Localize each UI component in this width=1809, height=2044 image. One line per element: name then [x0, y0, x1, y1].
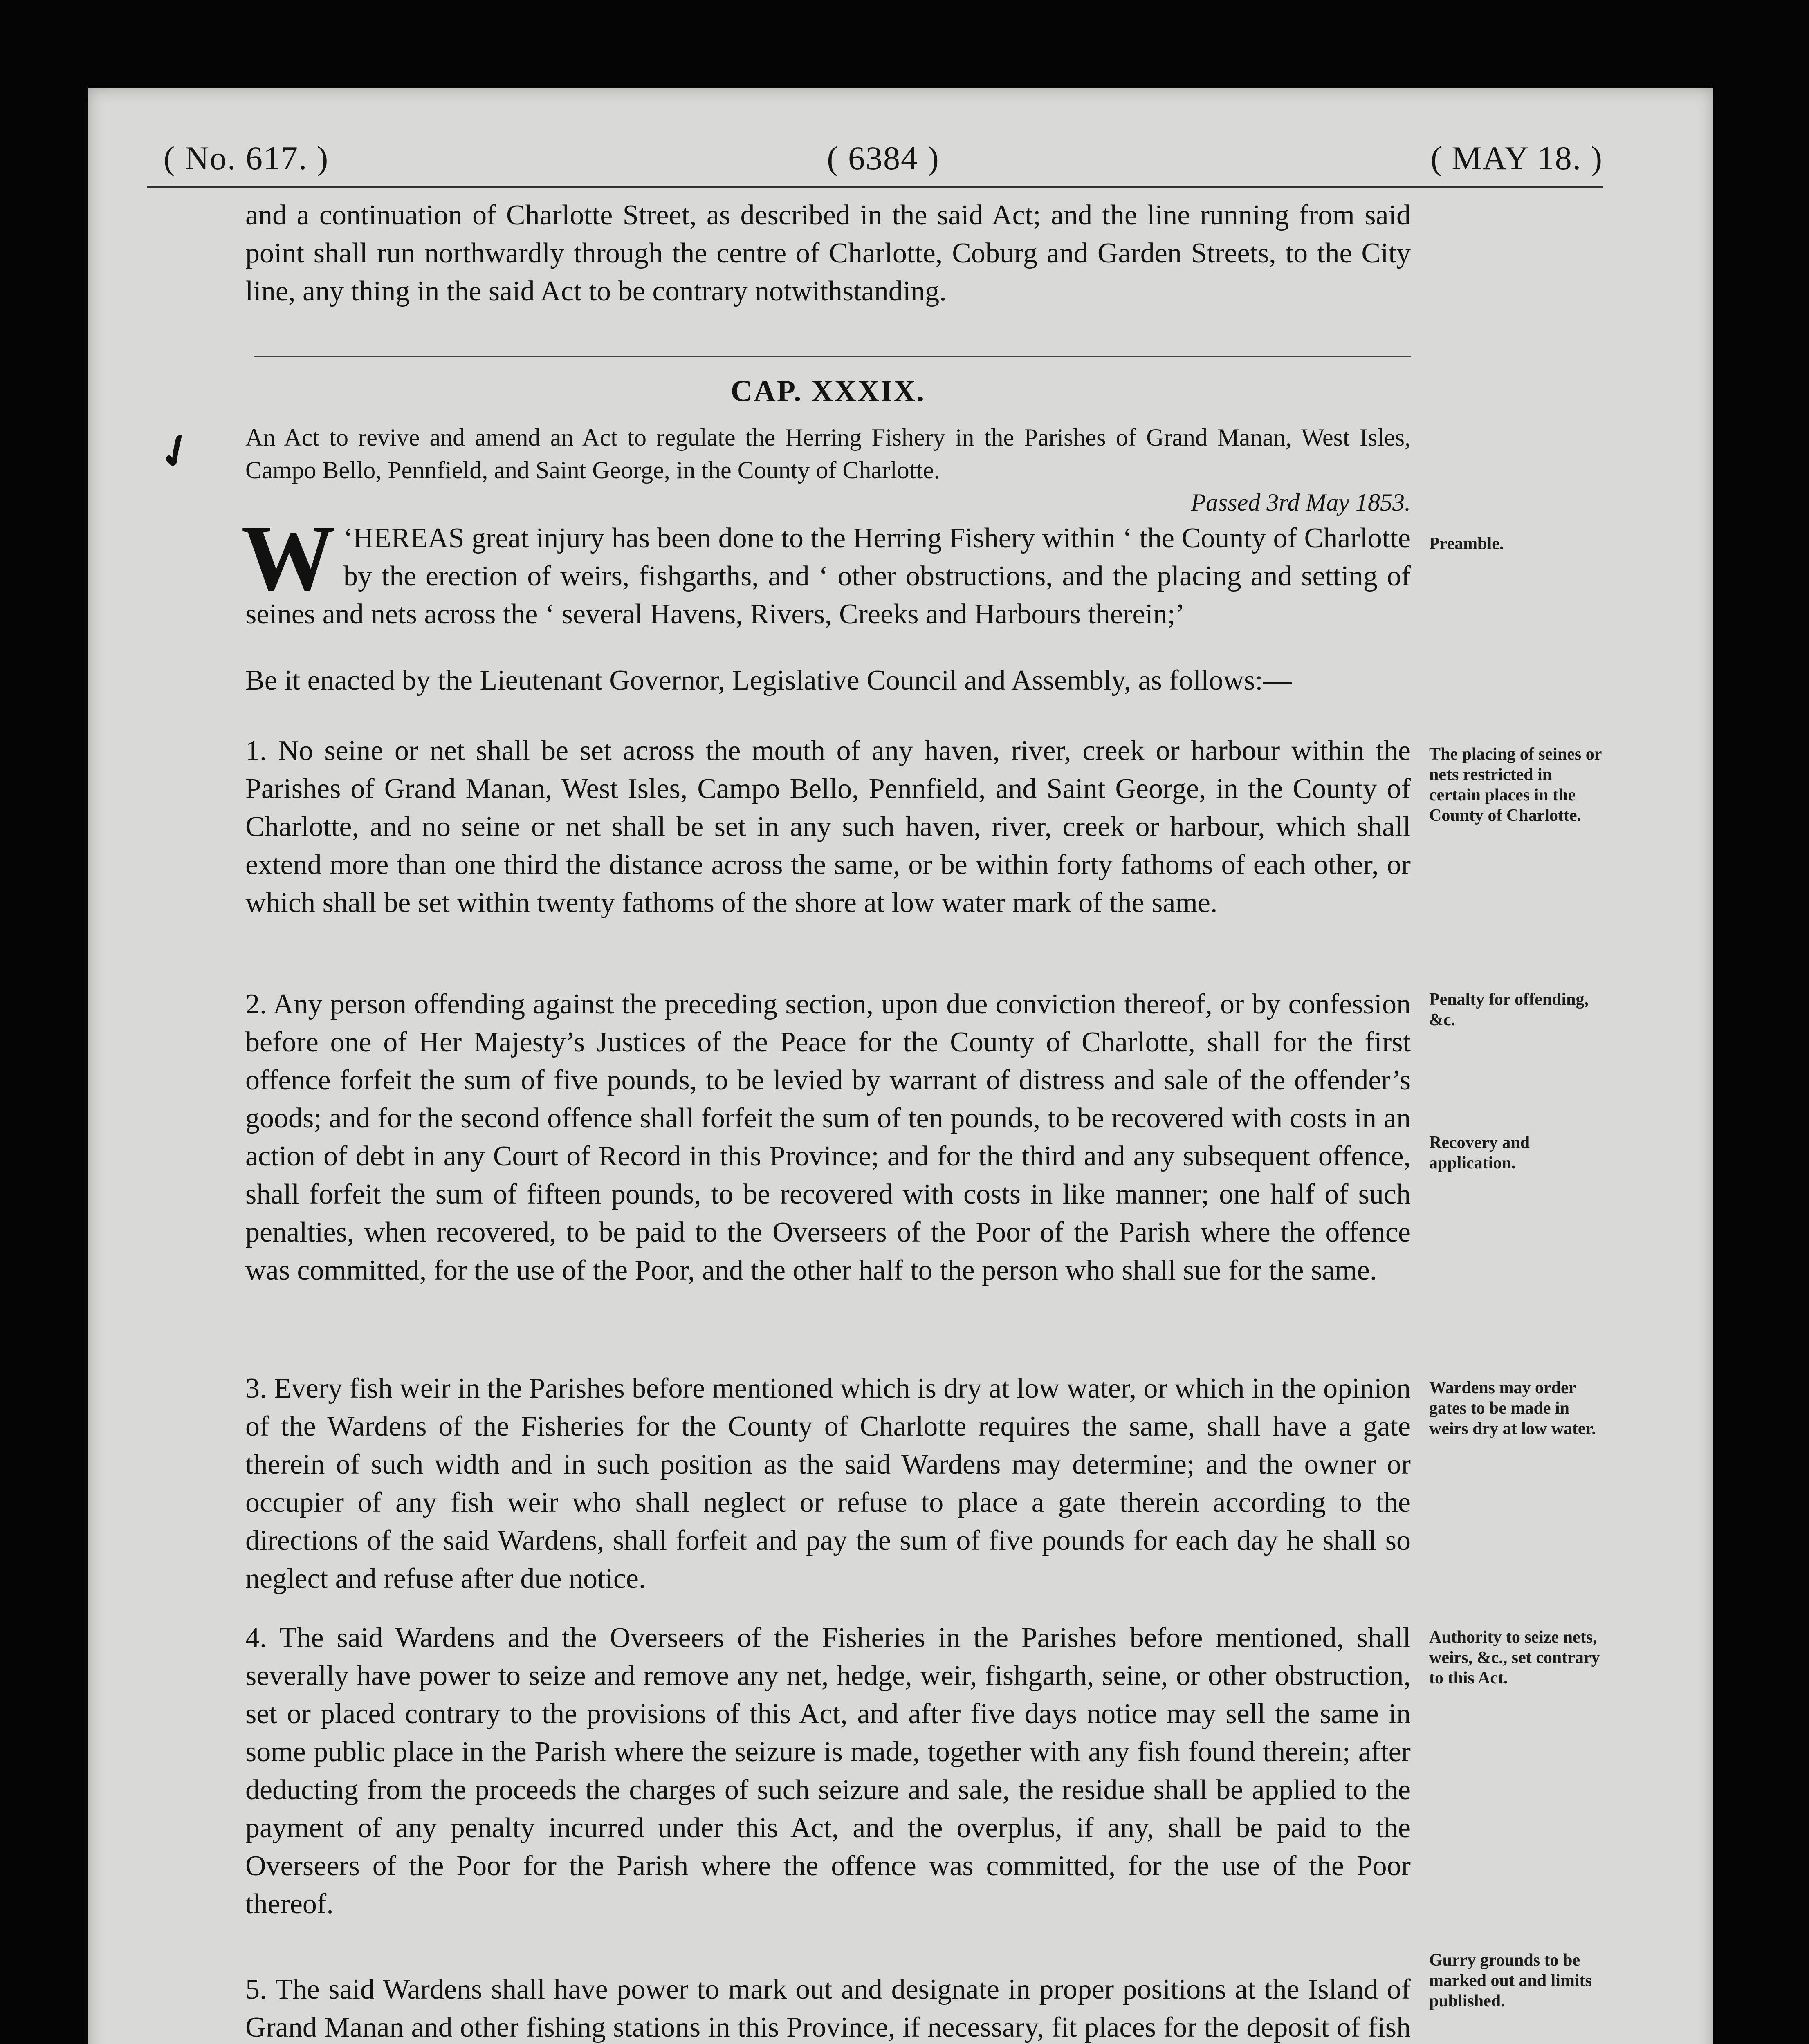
- chapter-divider: [254, 356, 1411, 357]
- continuation-paragraph: and a continuation of Charlotte Street, as described in the said Act; and the line running from said point shall run northwardly through the centre of Charlotte, Coburg and Garden Streets, to the City line, any thing in the said Act to be contrary notwithstanding.: [245, 199, 1411, 307]
- preamble: [241, 506, 1411, 633]
- margin-note-wardens-gates: Wardens may order gates to be made in weirs dry at low water.: [1429, 1378, 1596, 1438]
- section-2: 2. Any person offending against the preceding section, upon due conviction thereof, or by confession before one of Her Majesty’s Justices of the Peace for the County of Charlotte, shall for the first offence forfeit the sum of five pounds, to be levied by warrant of distress and sale of the offender’s goods; and for the second offence shall forfeit the sum of ten pounds, to be recovered with costs in an action of debt in any Court of Record in this Province; and for the third and any subsequent offence, shall forfeit the sum of fifteen pounds, to be recovered with costs in like manner; one half of such penalties, when recovered, to be paid to the Overseers of the Poor of the Parish where the offence was committed, for the use of the Poor, and the other half to the person who shall sue for the same.: [245, 988, 1411, 1286]
- section-3: 3. Every fish weir in the Parishes before mentioned which is dry at low water, or which in the opinion of the Wardens of the Fisheries for the County of Charlotte requires the same, shall have a gate therein of such width and in such position as the said Wardens may determine; and the owner or occupier of any fish weir who shall neglect or refuse to place a gate therein according to the directions of the said Wardens, shall forfeit and pay the sum of five pounds for each day he shall so neglect and refuse after due notice.: [245, 1373, 1411, 1594]
- page-number: ( 6384 ): [827, 139, 940, 177]
- drop-cap: W: [241, 506, 335, 610]
- section-1: 1. No seine or net shall be set across the mouth of any haven, river, creek or harbour within the Parishes of Grand Manan, West Isles, Campo Bello, Pennfield, and Saint George, in the County of Charlotte, and no seine or net shall be set in any such haven, river, creek or harbour, which shall extend more than one third the distance across the same, or be within forty fathoms of each other, or which shall be set within twenty fathoms of the shore at low water mark of the same.: [245, 735, 1411, 919]
- ink-check-mark: ✓: [148, 421, 204, 482]
- chapter-heading: CAP. XXXIX.: [730, 374, 926, 408]
- margin-note-recovery: Recovery and application.: [1429, 1133, 1530, 1172]
- margin-note-authority-seize: Authority to seize nets, weirs, &c., set contrary to this Act.: [1429, 1628, 1600, 1688]
- preamble-text: ‘HEREAS great injury has been done to the Herring Fishery within ‘ the County of Charlotte by the erection of weirs, fishgarths, and ‘ other obstructions, and the placing and setting of seines and nets across the ‘ several Havens, Rivers, Creeks and Harbours therein;’: [245, 522, 1411, 630]
- header-rule: [147, 186, 1603, 188]
- header-date: ( MAY 18. ): [1430, 139, 1603, 177]
- enacting-clause: Be it enacted by the Lieutenant Governor, Legislative Council and Assembly, as follows:—: [245, 665, 1292, 696]
- margin-note-preamble: Preamble.: [1429, 534, 1504, 553]
- section-4: 4. The said Wardens and the Overseers of the Fisheries in the Parishes before mentioned, shall severally have power to seize and remove any net, hedge, weir, fishgarth, seine, or other obstruction, set or placed contrary to the provisions of this Act, and after five days notice may sell the same in some public place in the Parish where the seizure is made, together with any fish found therein; after deducting from the proceeds the charges of such seizure and sale, the residue shall be applied to the payment of any penalty incurred under this Act, and the overplus, if any, shall be paid to the Overseers of the Poor for the Parish where the offence was committed, for the use of the Poor thereof.: [245, 1622, 1411, 1920]
- act-title: An Act to revive and amend an Act to regulate the Herring Fishery in the Parishes of Grand Manan, West Isles, Campo Bello, Pennfield, and Saint George, in the County of Charlotte.: [245, 424, 1411, 484]
- passed-date: Passed 3rd May 1853.: [1191, 489, 1411, 516]
- page-header: [164, 139, 1603, 188]
- margin-note-penalty: Penalty for offending, &c.: [1429, 990, 1589, 1029]
- margin-note-gurry-grounds: Gurry grounds to be marked out and limits published.: [1429, 1951, 1592, 2010]
- margin-note-placing-seines: The placing of seines or nets restricted in certain places in the County of Charlotte.: [1429, 745, 1602, 825]
- act-number: ( No. 617. ): [164, 139, 329, 177]
- section-5: 5. The said Wardens shall have power to mark out and designate in proper positions at the Island of Grand Manan and other fishing stations in this Province, if necessary, fit places for the deposit of fish: [245, 1974, 1411, 2043]
